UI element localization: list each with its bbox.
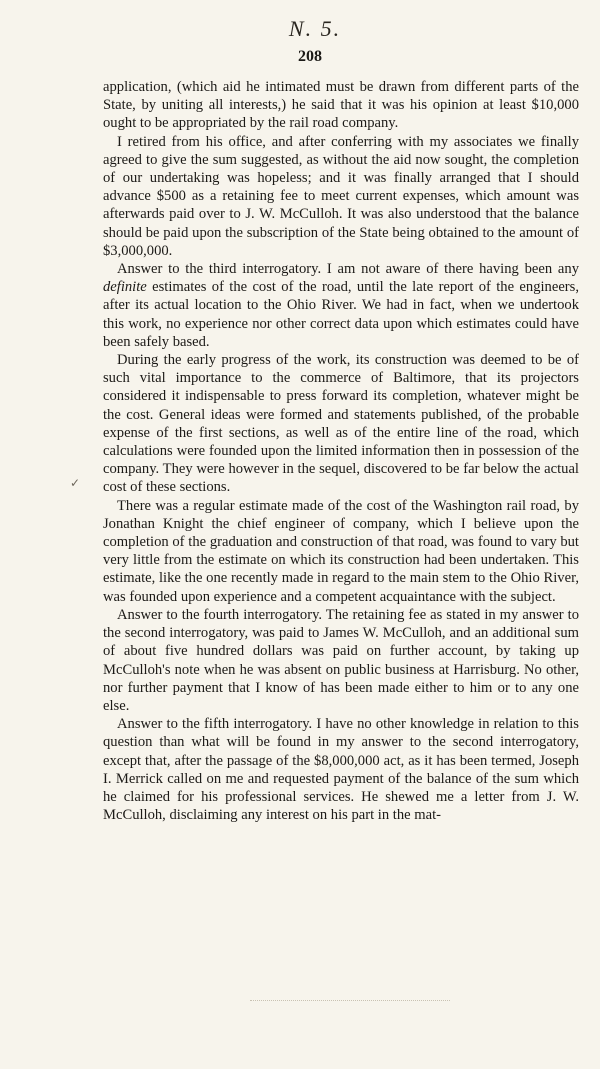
paragraph-text: During the early progress of the work, its construction was deemed to be of such vital importance to the commerce of Baltimore, that its projectors considered it indispensable to press forward its completion, whatever might be the cost. General ideas were formed and statements published, of the probable expense of the first sections, as well as of the entire line of the road, which calculations were founded upon the limited information then in possession of the company. They were however in the sequel, discovered to be far below the actual cost of these sections.	[103, 352, 579, 496]
paragraph-text: application, (which aid he intimated must be drawn from different parts of the State, by uniting all interests,) he said that it was his opinion at least $10,000 ought to be appropriated by the rail road company.	[103, 79, 579, 132]
page-number: 208	[298, 48, 322, 65]
paragraph-1	[103, 78, 579, 133]
paragraph-4	[103, 351, 579, 497]
paragraph-text: I retired from his office, and after conferring with my associates we finally agreed to give the sum suggested, as without the aid now sought, the completion of our undertaking was hopeless; and it was finally arranged that I should advance $500 as a retaining fee to meet current expenses, which amount was afterwards paid over to J. W. McCulloh. It was also understood that the balance should be paid upon the subscription of the State being obtained to the amount of $3,000,000.	[103, 133, 579, 259]
body-text	[103, 78, 579, 824]
margin-mark-icon: ✓	[70, 476, 81, 490]
footer-divider	[250, 1000, 450, 1002]
paragraph-2	[103, 133, 579, 260]
paragraph-5	[103, 497, 579, 606]
paragraph-text: Answer to the third interrogatory. I am not aware of there having been any	[117, 261, 579, 278]
paragraph-text: estimates of the cost of the road, until the late report of the engineers, after its actual location to the Ohio River. We had in fact, when we undertook this work, no experience nor other correct data upon which estimates could have been safely based.	[103, 279, 579, 350]
handwritten-page-mark: N. 5.	[288, 16, 342, 41]
paragraph-6	[103, 606, 579, 715]
italic-word: definite	[103, 279, 147, 296]
paragraph-text: Answer to the fourth interrogatory. The retaining fee as stated in my answer to the second interrogatory, was paid to James W. McCulloh, and an additional sum of about five hundred dollars was paid on further account, by taking up McCulloh's note when he was absent on public business at Harrisburg. No other, nor further payment that I know of has been made either to him or to any one else.	[103, 606, 579, 714]
paragraph-text: Answer to the fifth interrogatory. I have no other knowledge in relation to this question than what will be found in my answer to the second interrogatory, except that, after the passage of the $8,000,000 act, as it has been termed, Joseph I. Merrick called on me and requested payment of the balance of the sum which he claimed for his professional services. He shewed me a letter from J. W. McCulloh, disclaiming any interest on his part in the mat-	[103, 716, 579, 824]
paragraph-3	[103, 260, 579, 351]
paragraph-7	[103, 715, 579, 824]
paragraph-text: There was a regular estimate made of the cost of the Washington rail road, by Jonathan Knight the chief engineer of company, which I believe upon the completion of the graduation and construction of that road, was found to vary but very little from the estimate on which its construction had been undertaken. This estimate, like the one recently made in regard to the main stem to the Ohio River, was founded upon experience and a competent acquaintance with the subject.	[103, 497, 579, 605]
